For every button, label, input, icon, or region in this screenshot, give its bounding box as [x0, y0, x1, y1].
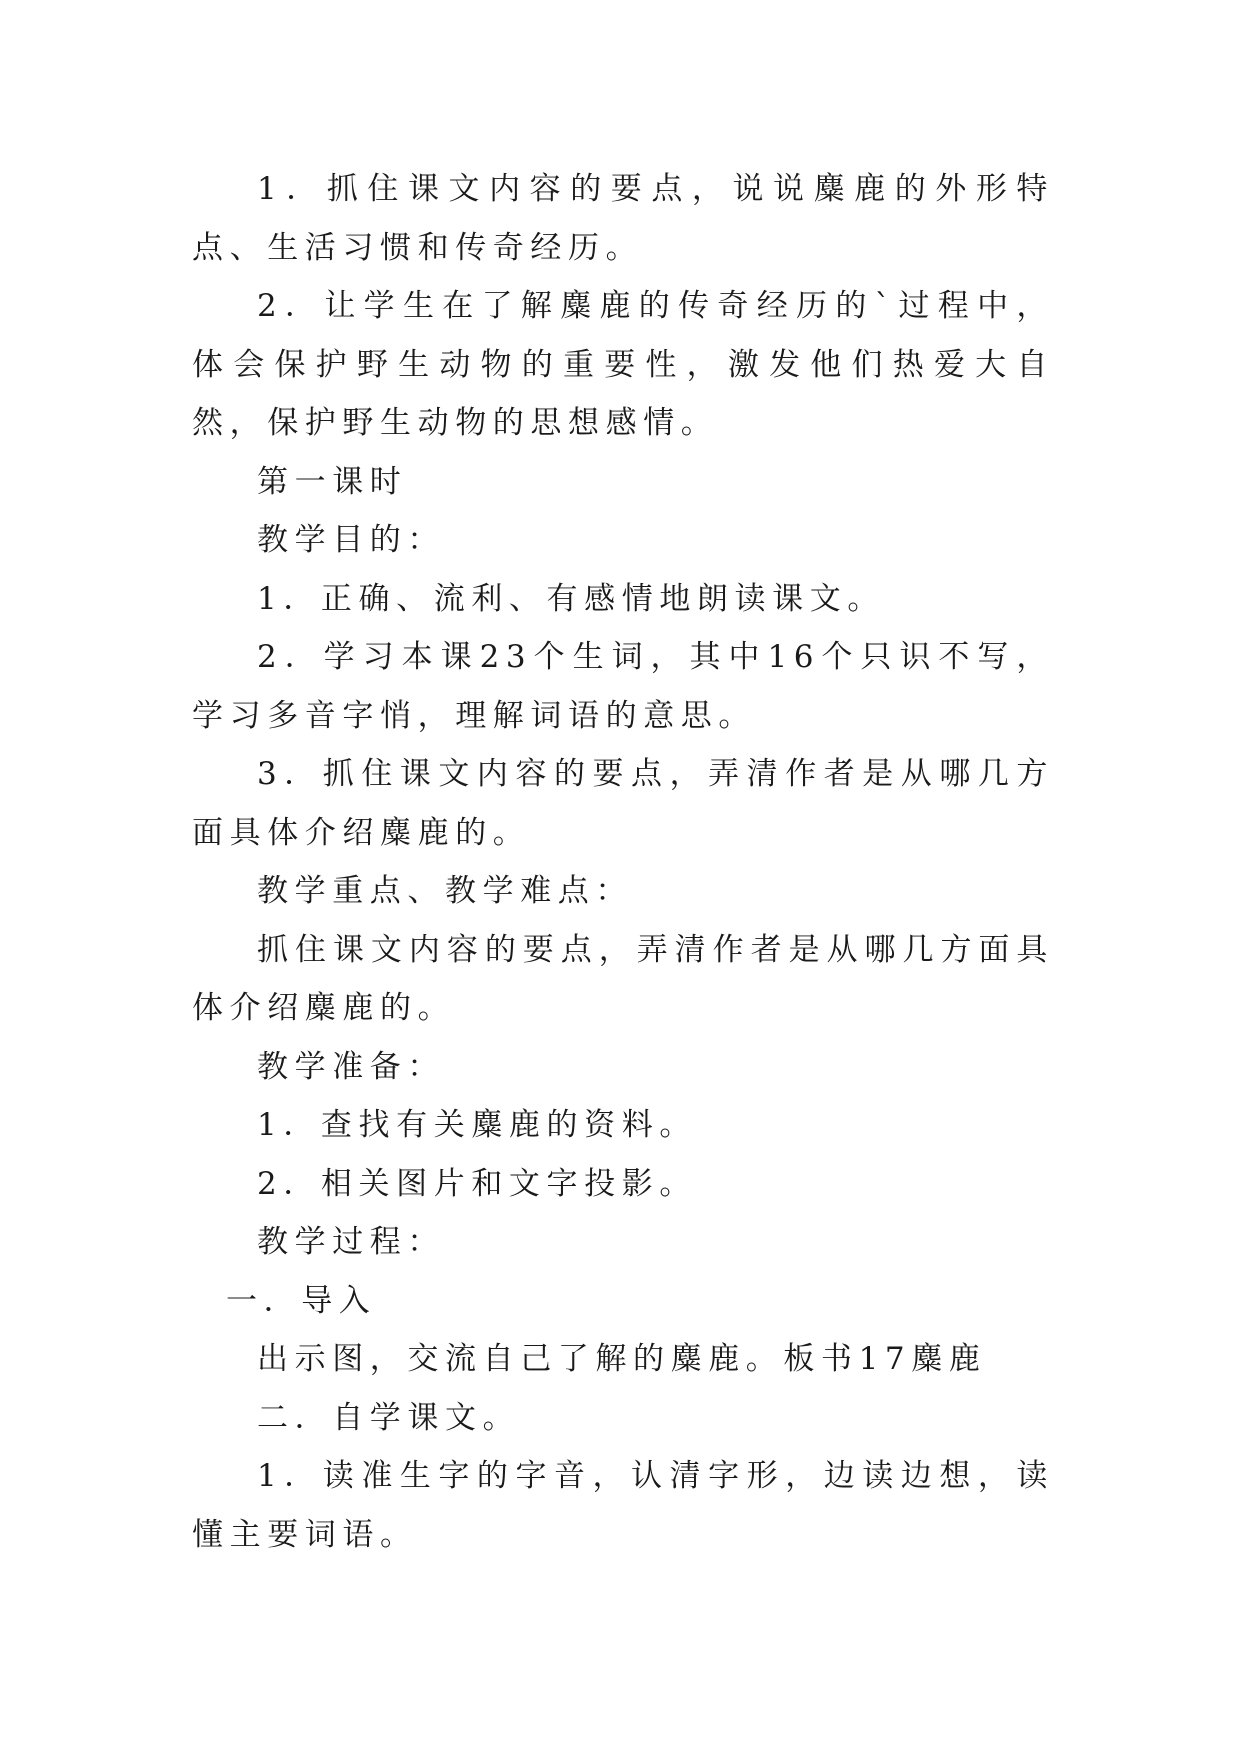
section-1-heading: 一．导入: [226, 1282, 377, 1319]
preparation-1: 1．查找有关麋鹿的资料。: [257, 1107, 697, 1143]
lesson-title: 第一课时: [257, 463, 408, 500]
key-points-heading: 教学重点、教学难点：: [257, 873, 633, 909]
document-body: [192, 160, 1054, 1564]
goal-3: 3．抓住课文内容的要点，弄清作者是从哪几方面具体介绍麋鹿的。: [192, 756, 1054, 851]
preparation-heading: 教学准备：: [257, 1048, 445, 1085]
section-1-text: 出示图，交流自己了解的麋鹿。板书17麋鹿: [257, 1341, 987, 1377]
section-2-step-1: 1．读准生字的字音，认清字形，边读边想，读懂主要词语。: [192, 1458, 1054, 1553]
process-heading: 教学过程：: [257, 1224, 445, 1260]
teaching-goals-heading: 教学目的：: [257, 522, 445, 558]
objective-2: 2．让学生在了解麋鹿的传奇经历的`过程中，体会保护野生动物的重要性，激发他们热爱大自然，保护野生动物的思想感情。: [192, 288, 1054, 441]
preparation-2: 2．相关图片和文字投影。: [257, 1165, 697, 1202]
objective-1: 1．抓住课文内容的要点，说说麋鹿的外形特点、生活习惯和传奇经历。: [192, 171, 1054, 266]
goal-2: 2．学习本课23个生词，其中16个只识不写，学习多音字悄，理解词语的意思。: [192, 639, 1054, 734]
section-2-heading: 二．自学课文。: [257, 1399, 521, 1436]
goal-1: 1．正确、流利、有感情地朗读课文。: [257, 580, 885, 617]
key-points-text: 抓住课文内容的要点，弄清作者是从哪几方面具体介绍麋鹿的。: [192, 931, 1054, 1026]
